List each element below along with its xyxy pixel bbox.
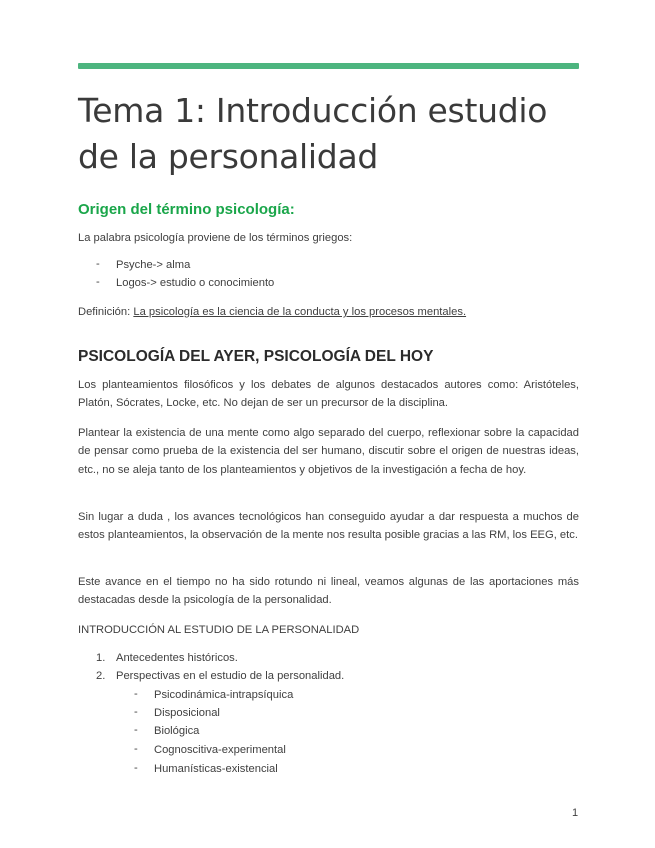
list-item: Logos-> estudio o conocimiento bbox=[116, 277, 275, 289]
numbered-marker: 2. bbox=[96, 670, 106, 682]
perspective-item: Cognoscitiva-experimental bbox=[154, 744, 286, 756]
paragraph: Este avance en el tiempo no ha sido rotundo ni lineal, veamos algunas de las aportaciones más destacadas desde la psicología de la personalidad. bbox=[78, 576, 579, 607]
list-dash: - bbox=[134, 706, 138, 718]
perspective-item: Biológica bbox=[154, 725, 200, 737]
perspective-item: Disposicional bbox=[154, 707, 220, 719]
list-dash: - bbox=[134, 762, 138, 774]
header-rule bbox=[78, 63, 579, 69]
perspective-item: Psicodinámica-intrapsíquica bbox=[154, 689, 294, 701]
document-title: Tema 1: Introducción estudio de la personalidad bbox=[78, 91, 548, 176]
list-item: Psyche-> alma bbox=[116, 259, 191, 271]
numbered-marker: 1. bbox=[96, 652, 106, 664]
list-dash: - bbox=[134, 724, 138, 736]
numbered-item: Perspectivas en el estudio de la personalidad. bbox=[116, 670, 345, 682]
paragraph: Plantear la existencia de una mente como algo separado del cuerpo, reflexionar sobre la capacidad de pensar como prueba de la existencia del ser humano, discutir sobre el origen de nuestras ideas, etc., no se aleja tanto de los planteamientos y objetivos de la investigación a fecha de hoy. bbox=[78, 427, 579, 476]
list-dash: - bbox=[96, 276, 100, 288]
list-dash: - bbox=[96, 258, 100, 270]
list-dash: - bbox=[134, 688, 138, 700]
list-dash: - bbox=[134, 743, 138, 755]
definition-label: Definición: bbox=[78, 306, 131, 318]
numbered-item: Antecedentes históricos. bbox=[116, 652, 238, 664]
perspective-item: Humanísticas-existencial bbox=[154, 763, 278, 775]
section-heading-psychology: PSICOLOGÍA DEL AYER, PSICOLOGÍA DEL HOY bbox=[78, 348, 434, 365]
section-heading-origin: Origen del término psicología: bbox=[78, 201, 295, 218]
definition-text: La psicología es la ciencia de la conducta y los procesos mentales. bbox=[133, 306, 467, 318]
paragraph: Sin lugar a duda , los avances tecnológicos han conseguido ayudar a dar respuesta a muchos de estos planteamientos, la observación de la mente nos resulta posible gracias a las RM, los EEG, etc. bbox=[78, 511, 579, 542]
subheading-intro: INTRODUCCIÓN AL ESTUDIO DE LA PERSONALIDAD bbox=[78, 624, 360, 636]
paragraph: Los planteamientos filosóficos y los debates de algunos destacados autores como: Aristóteles, Platón, Sócrates, Locke, etc. No dejan de ser un precursor de la disciplina. bbox=[78, 379, 579, 410]
origin-intro: La palabra psicología proviene de los términos griegos: bbox=[78, 232, 353, 244]
page-number: 1 bbox=[572, 807, 579, 819]
definition bbox=[78, 303, 579, 321]
